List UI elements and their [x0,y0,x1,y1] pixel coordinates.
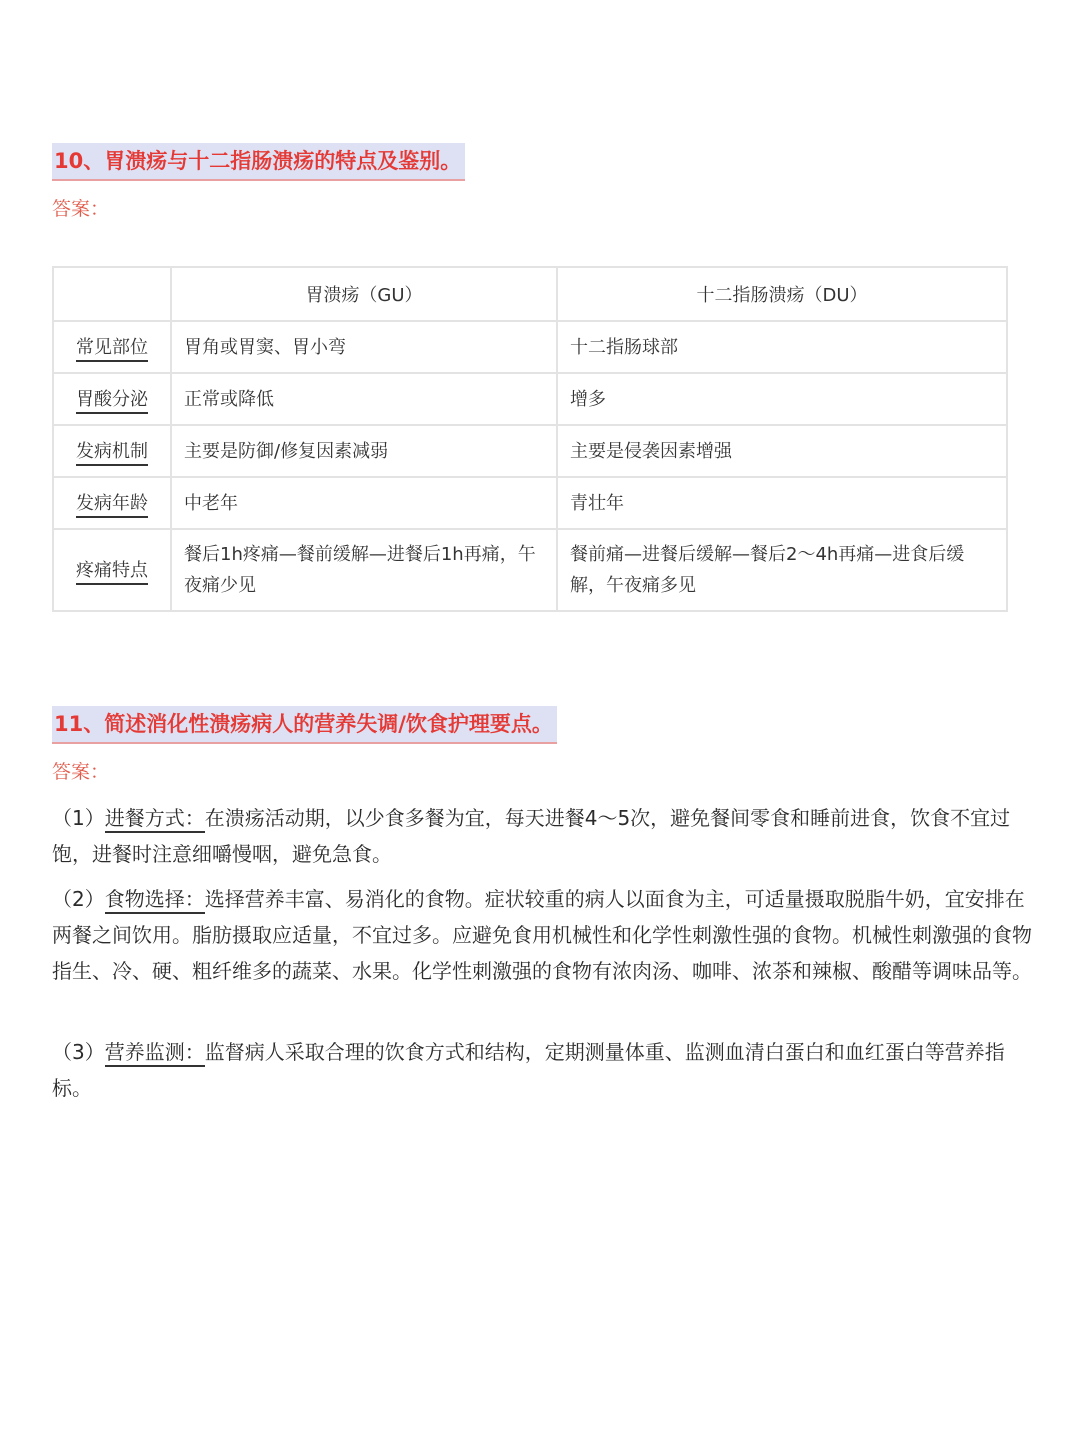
item-key: 营养监测： [105,1040,205,1067]
item-key: 进餐方式： [105,806,205,833]
item-key: 食物选择： [105,887,205,914]
item-text: 监督病人采取合理的饮食方式和结构，定期测量体重、监测血清白蛋白和血红蛋白等营养指标。 [52,1040,1005,1100]
answer-item-1 [52,800,1032,872]
row-label-cell [53,425,171,477]
table-header-empty [53,267,171,321]
item-number: （3） [52,1040,105,1064]
row-label: 发病机制 [76,441,148,466]
row-label-cell [53,477,171,529]
row-label-cell [53,321,171,373]
row-label-cell [53,373,171,425]
gu-cell: 餐后1h疼痛—餐前缓解—进餐后1h再痛，午夜痛少见 [171,529,557,611]
item-number: （1） [52,806,105,830]
table-header-row [53,267,1007,321]
row-label-cell [53,529,171,611]
table-header-du: 十二指肠溃疡（DU） [557,267,1007,321]
question-11-answer-label: 答案： [52,761,110,783]
table-header-gu: 胃溃疡（GU） [171,267,557,321]
question-10-answer-label: 答案： [52,198,110,220]
du-cell: 餐前痛—进餐后缓解—餐后2～4h再痛—进食后缓解，午夜痛多见 [557,529,1007,611]
du-cell: 青壮年 [557,477,1007,529]
table-row [53,321,1007,373]
row-label: 常见部位 [76,337,148,362]
table-row [53,425,1007,477]
row-label: 发病年龄 [76,493,148,518]
item-text: 选择营养丰富、易消化的食物。症状较重的病人以面食为主，可适量摄取脱脂牛奶，宜安排在两餐之间饮用。脂肪摄取应适量，不宜过多。应避免食用机械性和化学性刺激性强的食物。机械性刺激强的食物指生、冷、硬、粗纤维多的蔬菜、水果。化学性刺激强的食物有浓肉汤、咖啡、浓茶和辣椒、酸醋等调味品等。 [52,887,1032,983]
question-10-title: 10、胃溃疡与十二指肠溃疡的特点及鉴别。 [52,143,465,181]
comparison-table [52,266,1008,612]
table-row [53,477,1007,529]
answer-item-2 [52,881,1032,989]
item-text: 在溃疡活动期，以少食多餐为宜，每天进餐4～5次，避免餐间零食和睡前进食，饮食不宜过饱，进餐时注意细嚼慢咽，避免急食。 [52,806,1011,866]
answer-item-3 [52,1034,1032,1106]
table-row [53,373,1007,425]
gu-cell: 胃角或胃窦、胃小弯 [171,321,557,373]
gu-cell: 正常或降低 [171,373,557,425]
gu-cell: 主要是防御/修复因素减弱 [171,425,557,477]
table-row [53,529,1007,611]
row-label: 胃酸分泌 [76,389,148,414]
question-11-title: 11、简述消化性溃疡病人的营养失调/饮食护理要点。 [52,706,557,744]
du-cell: 主要是侵袭因素增强 [557,425,1007,477]
gu-cell: 中老年 [171,477,557,529]
item-number: （2） [52,887,105,911]
du-cell: 十二指肠球部 [557,321,1007,373]
du-cell: 增多 [557,373,1007,425]
row-label: 疼痛特点 [76,560,148,585]
